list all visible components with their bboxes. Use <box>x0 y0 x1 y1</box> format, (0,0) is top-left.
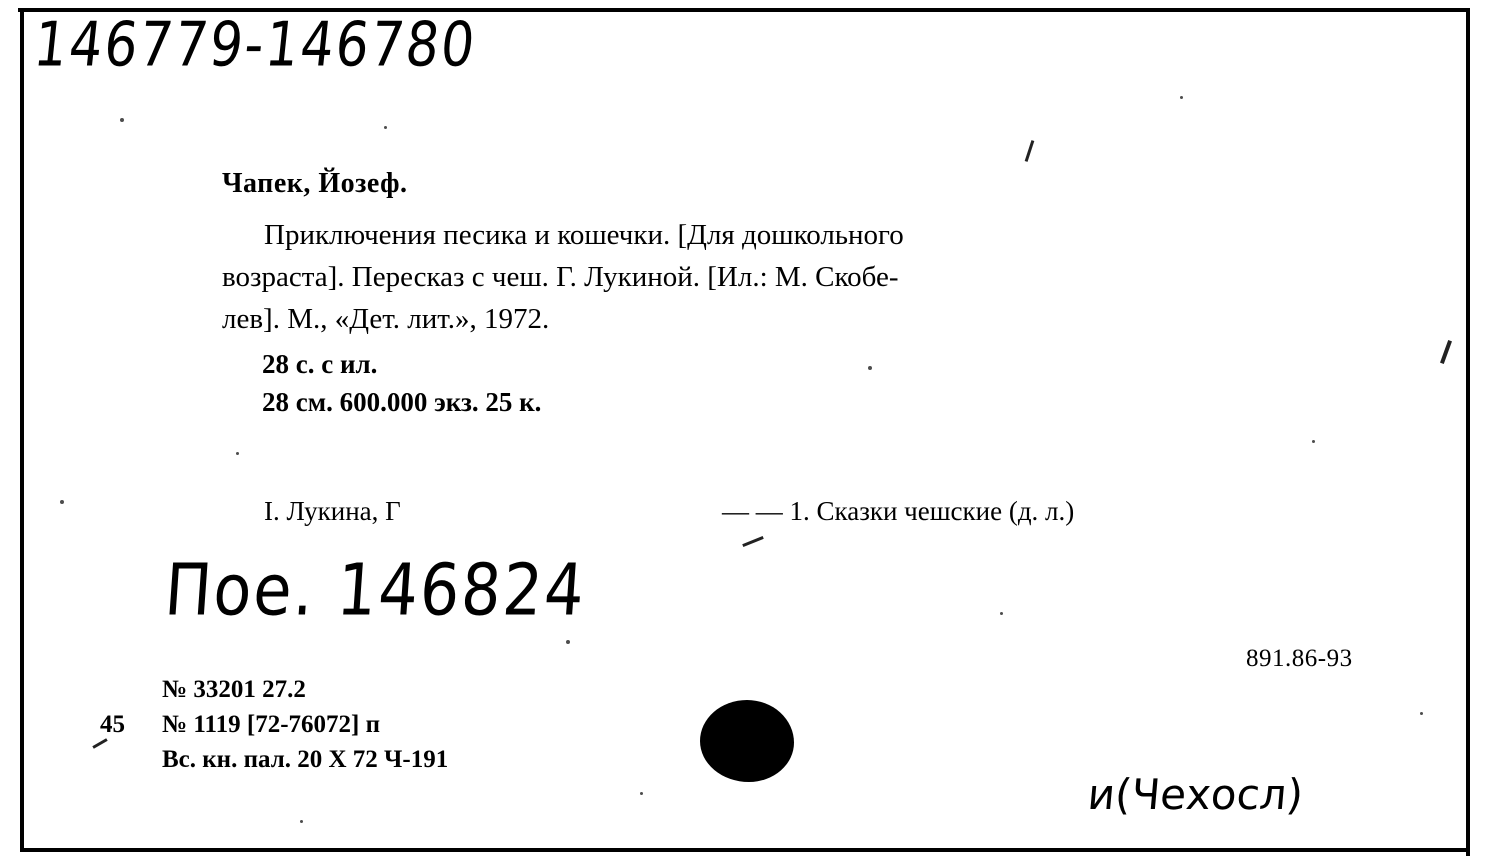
scan-speck <box>640 792 643 795</box>
tracing-added-entry: I. Лукина, Г <box>264 496 401 526</box>
scan-speck <box>1420 712 1423 715</box>
physical-description <box>262 345 541 421</box>
imprint-row-2 <box>100 707 448 742</box>
imprint-control-block <box>100 672 448 777</box>
title-line-1: Приключения песика и кошечки. [Для дошкольного <box>264 219 904 251</box>
tracing-subject-entry: — — 1. Сказки чешские (д. л.) <box>722 496 1075 526</box>
pen-stroke-mark <box>742 536 764 547</box>
scan-speck <box>60 500 64 504</box>
scan-speck <box>120 118 124 122</box>
callmark-handwritten: Пое. 146824 <box>162 548 589 632</box>
card-border-bottom <box>20 848 1468 852</box>
pen-stroke-mark <box>1025 140 1035 162</box>
author-heading: Чапек, Йозеф. <box>222 168 408 199</box>
card-border-right <box>1466 10 1470 856</box>
scan-speck <box>868 366 872 370</box>
card-border-left <box>20 8 24 848</box>
pages-statement: 28 с. с ил. <box>262 349 378 379</box>
title-statement <box>222 214 1392 340</box>
imprint-row-3 <box>100 742 448 777</box>
imprint-row-1-text: № 33201 27.2 <box>162 676 306 703</box>
scan-speck <box>384 126 387 129</box>
scan-speck <box>1180 96 1183 99</box>
pen-stroke-mark <box>1440 340 1452 364</box>
imprint-row-2-lead: 45 <box>100 711 125 738</box>
classification-number: 891.86-93 <box>1246 645 1353 672</box>
scan-speck <box>300 820 303 823</box>
scan-speck <box>236 452 239 455</box>
size-run-price-statement: 28 см. 600.000 экз. 25 к. <box>262 387 542 417</box>
subject-handwritten: и(Чехосл) <box>1085 770 1306 819</box>
title-line-2: возраста]. Пересказ с чеш. Г. Лукиной. [Ил.: М. Скобе- <box>222 261 899 293</box>
imprint-row-2-text: № 1119 [72-76072] п <box>162 711 380 738</box>
scan-speck <box>1312 440 1315 443</box>
imprint-row-3-text: Вс. кн. пал. 20 X 72 Ч-191 <box>162 746 449 773</box>
title-line-3: лев]. М., «Дет. лит.», 1972. <box>222 303 550 335</box>
scan-speck <box>566 640 570 644</box>
ink-blot-mark <box>700 700 794 782</box>
scan-speck <box>1000 612 1003 615</box>
accession-number-handwritten: 146779-146780 <box>30 10 480 81</box>
imprint-row-1 <box>100 672 448 707</box>
